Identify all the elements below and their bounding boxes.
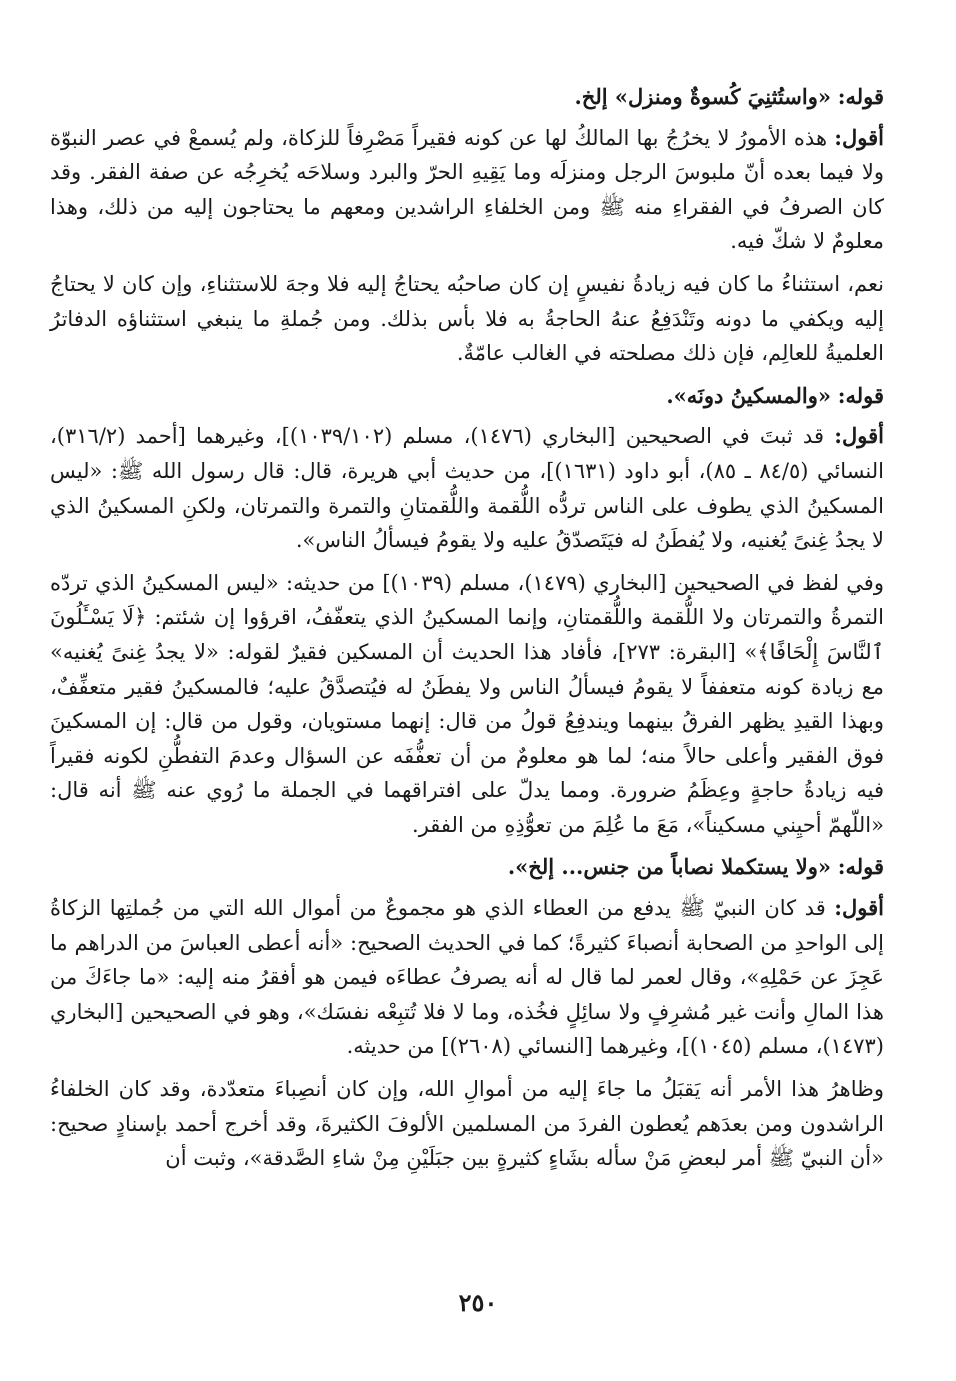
commentary-paragraph bbox=[50, 419, 884, 557]
commentary-paragraph bbox=[50, 267, 884, 371]
paragraph-text: قد كان النبيّ ﷺ يدفع من العطاء الذي هو مجموعٌ من أموال الله التي من جُملتِها الزكاةُ إلى الواحدِ من الصحابة أنصباءَ كثيرةً؛ كما في الحديث الصحيح: «أنه أعطى العباسَ من الدراهم ما عَجِزَ عن حَمْلِهِ»، وقال لعمر لما قال له أنه يصرفُ عطاءَه فيمن هو أفقرُ منه إليه: «ما جاءَكَ من هذا المالِ وأنت غير مُشرِفٍ ولا سائِلٍ فخُذه، وما لا فلا تُتبِعْه نفسَك»، وهو في الصحيحين [البخاري (١٤٧٣)، مسلم (١٠٤٥)]، وغيرهما [النسائي (٢٦٠٨)] من حديثه. bbox=[50, 896, 884, 1059]
paragraph-text: وفي لفظ في الصحيحين [البخاري (١٤٧٩)، مسلم (١٠٣٩)] من حديثه: «ليس المسكينُ الذي تردّه التمرةُ والتمرتان ولا اللُّقمة واللُّقمتانِ، وإنما المسكينُ الذي يتعفّفُ، اقرؤوا إن شئتم: ﴿لَا يَسْـَٔلُونَ ٱلنَّاسَ إِلْحَافًا﴾» [البقرة: ٢٧٣]، فأفاد هذا الحديث أن المسكين فقيرٌ لقوله: «لا يجدُ غِنىً يُغنيه» مع زيادة كونه متعففاً لا يقومُ فيسألُ الناس ولا يفطَنُ له فيُتصدَّقُ عليه؛ فالمسكينُ فقير متعفِّفٌ، وبهذا القيدِ يظهر الفرقُ بينهما ويندفِعُ قولُ من قال: إنهما مستويان، وقول من قال: إن المسكينَ فوق الفقير وأعلى حالاً منه؛ لما هو معلومٌ من أن تعفُّفَه عن السؤال وعدمَ التفطُّنِ لكونه فقيراً فيه زيادةُ حاجةٍ وعِظَمُ ضرورة. ومما يدلّ على افتراقهما في الجملة ما رُوي عنه ﷺ أنه قال: «اللّهمّ أحيِني مسكيناً»، مَعَ ما عُلِمَ من تعوُّذِهِ من الفقر. bbox=[50, 570, 884, 837]
paragraph-lead: أقول: bbox=[834, 124, 884, 150]
quote-heading bbox=[50, 379, 884, 414]
commentary-paragraph bbox=[50, 121, 884, 259]
paragraph-text: وظاهرُ هذا الأمر أنه يَقبَلُ ما جاءَ إليه من أموالِ الله، وإن كان أنصِباءَ متعدّدة، وقد كان الخلفاءُ الراشدون ومن بعدَهم يُعطون الفردَ من المسلمين الألوفَ الكثيرةَ، وقد أخرج أحمد بإسنادٍ صحيح: «أن النبيّ ﷺ أمر لبعضِ مَنْ سأله بشَاءٍ كثيرةٍ بين جبَلَيْنِ مِنْ شاءِ الصَّدقة»، وثبت أن bbox=[50, 1077, 884, 1171]
paragraph-text: هذه الأمورُ لا يخرُجُ بها المالكُ لها عن كونه فقيراً مَصْرِفاً للزكاة، ولم يُسمعْ في عصر النبوّة ولا فيما بعده أنّ ملبوسَ الرجل ومنزلَه وما يَقِيهِ الحرّ والبرد وسلاحَه يُخرِجُه عن صفة الفقر. وقد كان الصرفُ في الفقراءِ منه ﷺ ومن الخلفاءِ الراشدين ومعهم ما يحتاجون إليه من ذلك، وهذا معلومٌ لا شكّ فيه. bbox=[50, 125, 884, 254]
quoted-matn: «واستُثنِيَ كُسوةٌ ومنزل» إلخ. bbox=[574, 84, 832, 109]
paragraph-text: نعم، استثناءُ ما كان فيه زيادةُ نفيسٍ إن كان صاحبُه يحتاجُ إليه فلا وجهَ للاستثناءِ، وإن كان لا يحتاجُ إليه ويكفي ما دونه وتَنْدَفِعُ عنهُ الحاجةُ به فلا بأس بذلك. ومن جُملةِ ما ينبغي استثناؤه الدفاترُ العلميةُ للعالِم، فإن ذلك مصلحته في الغالب عامّةٌ. bbox=[50, 271, 884, 366]
paragraph-lead: قوله: bbox=[837, 854, 884, 880]
quoted-matn: «ولا يستكملا نصاباً من جنس... إلخ». bbox=[507, 854, 832, 880]
page-number: ٢٥٠ bbox=[458, 1288, 498, 1317]
quote-heading bbox=[50, 80, 884, 115]
commentary-paragraph bbox=[50, 1072, 884, 1176]
paragraph-text: قد ثبتَ في الصحيحين [البخاري (١٤٧٦)، مسلم (١٠٣٩/١٠٢)]، وغيرهما [أحمد (٣١٦/٢)، النسائي (٨٤/٥ ـ ٨٥)، أبو داود (١٦٣١)]، من حديث أبي هريرة، قال: قال رسول الله ﷺ: «ليس المسكينُ الذي يطوف على الناس تردُّه اللُّقمة واللُّقمتانِ والتمرة والتمرتان، ولكنِ المسكينُ الذي لا يجدُ غِنىً يُغنيه، ولا يُفطَنُ له فيَتَصدّقُ عليه ولا يقومُ فيسألُ الناس». bbox=[50, 424, 885, 553]
paragraph-lead: قوله: bbox=[837, 84, 884, 109]
quote-heading bbox=[50, 850, 884, 885]
paragraph-lead: قوله: bbox=[837, 382, 884, 408]
paragraph-lead: أقول: bbox=[834, 895, 884, 921]
quoted-matn: «والمسكينُ دونَه». bbox=[666, 382, 832, 408]
commentary-paragraph bbox=[50, 566, 884, 843]
paragraph-lead: أقول: bbox=[834, 423, 884, 449]
commentary-paragraph bbox=[50, 891, 884, 1064]
